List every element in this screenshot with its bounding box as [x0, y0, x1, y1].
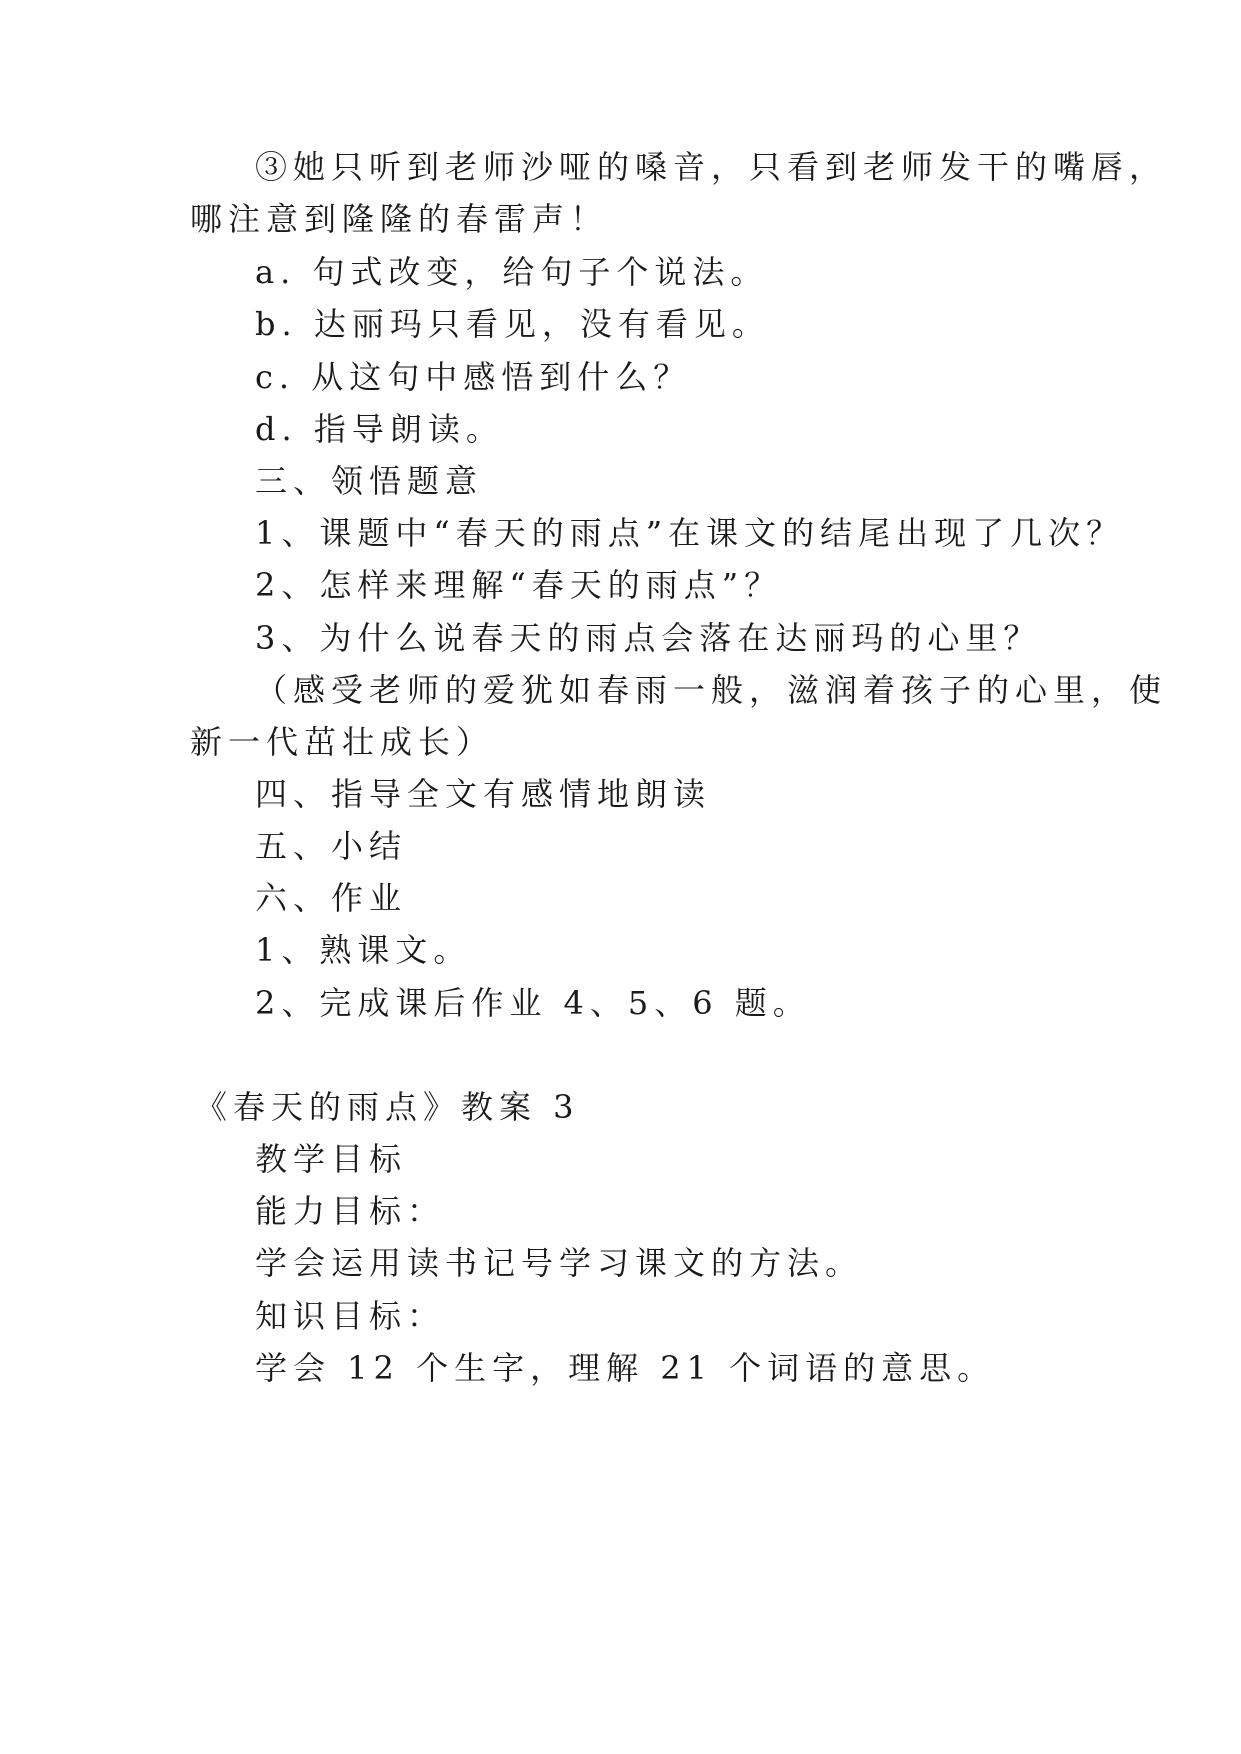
section-heading: 六、作业 [255, 879, 408, 917]
list-item: 2、完成课后作业 4、5、6 题。 [255, 984, 811, 1022]
section-heading: 五、小结 [255, 827, 408, 865]
section-heading: 四、指导全文有感情地朗读 [255, 775, 712, 813]
paragraph-line: （感受老师的爱犹如春雨一般，滋润着孩子的心里，使 [255, 671, 1168, 709]
list-item: 2、怎样来理解“春天的雨点”？ [255, 566, 783, 604]
list-item: 1、熟课文。 [255, 931, 472, 969]
section-heading: 知识目标： [255, 1297, 446, 1335]
list-item: c. 从这句中感悟到什么？ [255, 358, 692, 396]
section-heading: 能力目标： [255, 1192, 446, 1230]
paragraph-line: 新一代茁壮成长） [190, 723, 495, 761]
section-heading: 三、领悟题意 [255, 462, 484, 500]
paragraph-line: ③她只听到老师沙哑的嗓音，只看到老师发干的嘴唇， [255, 148, 1168, 186]
list-item: d. 指导朗读。 [255, 410, 504, 448]
list-item: a. 句式改变，给句子个说法。 [255, 253, 769, 291]
paragraph-line: 学会运用读书记号学习课文的方法。 [255, 1244, 864, 1282]
paragraph-line: 哪注意到隆隆的春雷声！ [190, 200, 609, 238]
list-item: b. 达丽玛只看见，没有看见。 [255, 305, 770, 343]
list-item: 3、为什么说春天的雨点会落在达丽玛的心里？ [255, 619, 1042, 657]
list-item: 1、课题中“春天的雨点”在课文的结尾出现了几次？ [255, 514, 1125, 552]
paragraph-line: 学会 12 个生字，理解 21 个词语的意思。 [255, 1349, 996, 1387]
section-heading: 教学目标 [255, 1140, 408, 1178]
document-title: 《春天的雨点》教案 3 [195, 1088, 580, 1126]
